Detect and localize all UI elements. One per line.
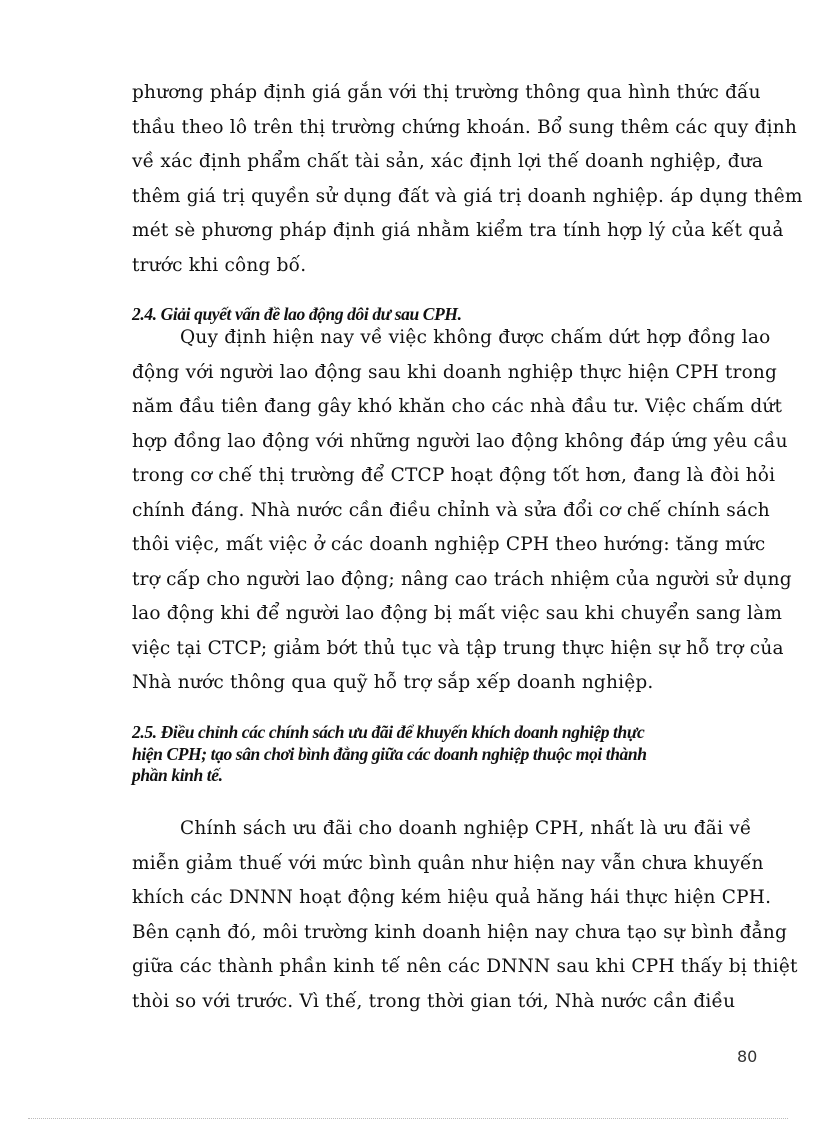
paragraph-2-line: Nhà nước thông qua quỹ hỗ trợ sắp xếp doanh nghiệp. bbox=[132, 672, 654, 693]
paragraph-2-line: hợp đồng lao động với những người lao động không đáp ứng yêu cầu bbox=[132, 430, 788, 452]
paragraph-3-line: Chính sách ưu đãi cho doanh nghiệp CPH, nhất là ưu đãi về bbox=[180, 818, 752, 839]
paragraph-2-line: Quy định hiện nay về việc không được chấm dứt hợp đồng lao bbox=[180, 327, 771, 348]
heading-line: phần kinh tế. bbox=[132, 765, 223, 785]
paragraph-2-line: lao động khi để người lao động bị mất việc sau khi chuyển sang làm bbox=[132, 603, 783, 624]
paragraph-3-line: thòi so với trước. Vì thế, trong thời gian tới, Nhà nước cần điều bbox=[132, 990, 736, 1012]
heading-line: hiện CPH; tạo sân chơi bình đẳng giữa các doanh nghiệp thuộc mọi thành bbox=[132, 743, 647, 764]
paragraph-2-line: chính đáng. Nhà nước cần điều chỉnh và sửa đổi cơ chế chính sách bbox=[132, 499, 770, 521]
page-number: 80 bbox=[737, 1047, 758, 1066]
paragraph-1-line: về xác định phẩm chất tài sản, xác định lợi thế doanh nghiệp, đưa bbox=[132, 151, 764, 172]
paragraph-3-line: khích các DNNN hoạt động kém hiệu quả hăng hái thực hiện CPH. bbox=[132, 887, 772, 908]
paragraph-2-line: trong cơ chế thị trường để CTCP hoạt động tốt hơn, đang là đòi hỏi bbox=[132, 465, 776, 486]
paragraph-2 bbox=[132, 321, 792, 701]
paragraph-1-line: thêm giá trị quyền sử dụng đất và giá trị doanh nghiệp. áp dụng thêm bbox=[132, 185, 803, 207]
paragraph-2-line: việc tại CTCP; giảm bớt thủ tục và tập trung thực hiện sự hỗ trợ của bbox=[132, 637, 784, 659]
paragraph-3 bbox=[132, 812, 798, 1019]
page-bottom-divider bbox=[28, 1118, 788, 1119]
paragraph-1-line: trước khi công bố. bbox=[132, 254, 307, 276]
paragraph-1 bbox=[132, 76, 803, 283]
paragraph-1-line: mét sè phương pháp định giá nhằm kiểm tra tính hợp lý của kết quả bbox=[132, 220, 784, 241]
paragraph-2-line: năm đầu tiên đang gây khó khăn cho các nhà đầu tư. Việc chấm dứt bbox=[132, 396, 783, 417]
paragraph-2-line: động với người lao động sau khi doanh nghiệp thực hiện CPH trong bbox=[132, 361, 778, 383]
paragraph-1-line: phương pháp định giá gắn với thị trường thông qua hình thức đấu bbox=[132, 82, 761, 103]
heading-line: 2.5. Điều chỉnh các chính sách ưu đãi để khuyến khích doanh nghiệp thực bbox=[132, 722, 645, 742]
paragraph-1-line: thầu theo lô trên thị trường chứng khoán. Bổ sung thêm các quy định bbox=[132, 116, 797, 138]
heading-line: 2.4. Giải quyết vấn đề lao động dôi dư sau CPH. bbox=[132, 304, 462, 324]
paragraph-2-line: trợ cấp cho người lao động; nâng cao trách nhiệm của người sử dụng bbox=[132, 568, 792, 590]
section-heading-2-5 bbox=[132, 722, 740, 787]
paragraph-3-line: Bên cạnh đó, môi trường kinh doanh hiện nay chưa tạo sự bình đẳng bbox=[132, 921, 788, 943]
paragraph-2-line: thôi việc, mất việc ở các doanh nghiệp CPH theo hướng: tăng mức bbox=[132, 534, 766, 555]
paragraph-3-line: miễn giảm thuế với mức bình quân như hiện nay vẫn chưa khuyến bbox=[132, 852, 764, 874]
paragraph-3-line: giữa các thành phần kinh tế nên các DNNN sau khi CPH thấy bị thiệt bbox=[132, 956, 798, 977]
